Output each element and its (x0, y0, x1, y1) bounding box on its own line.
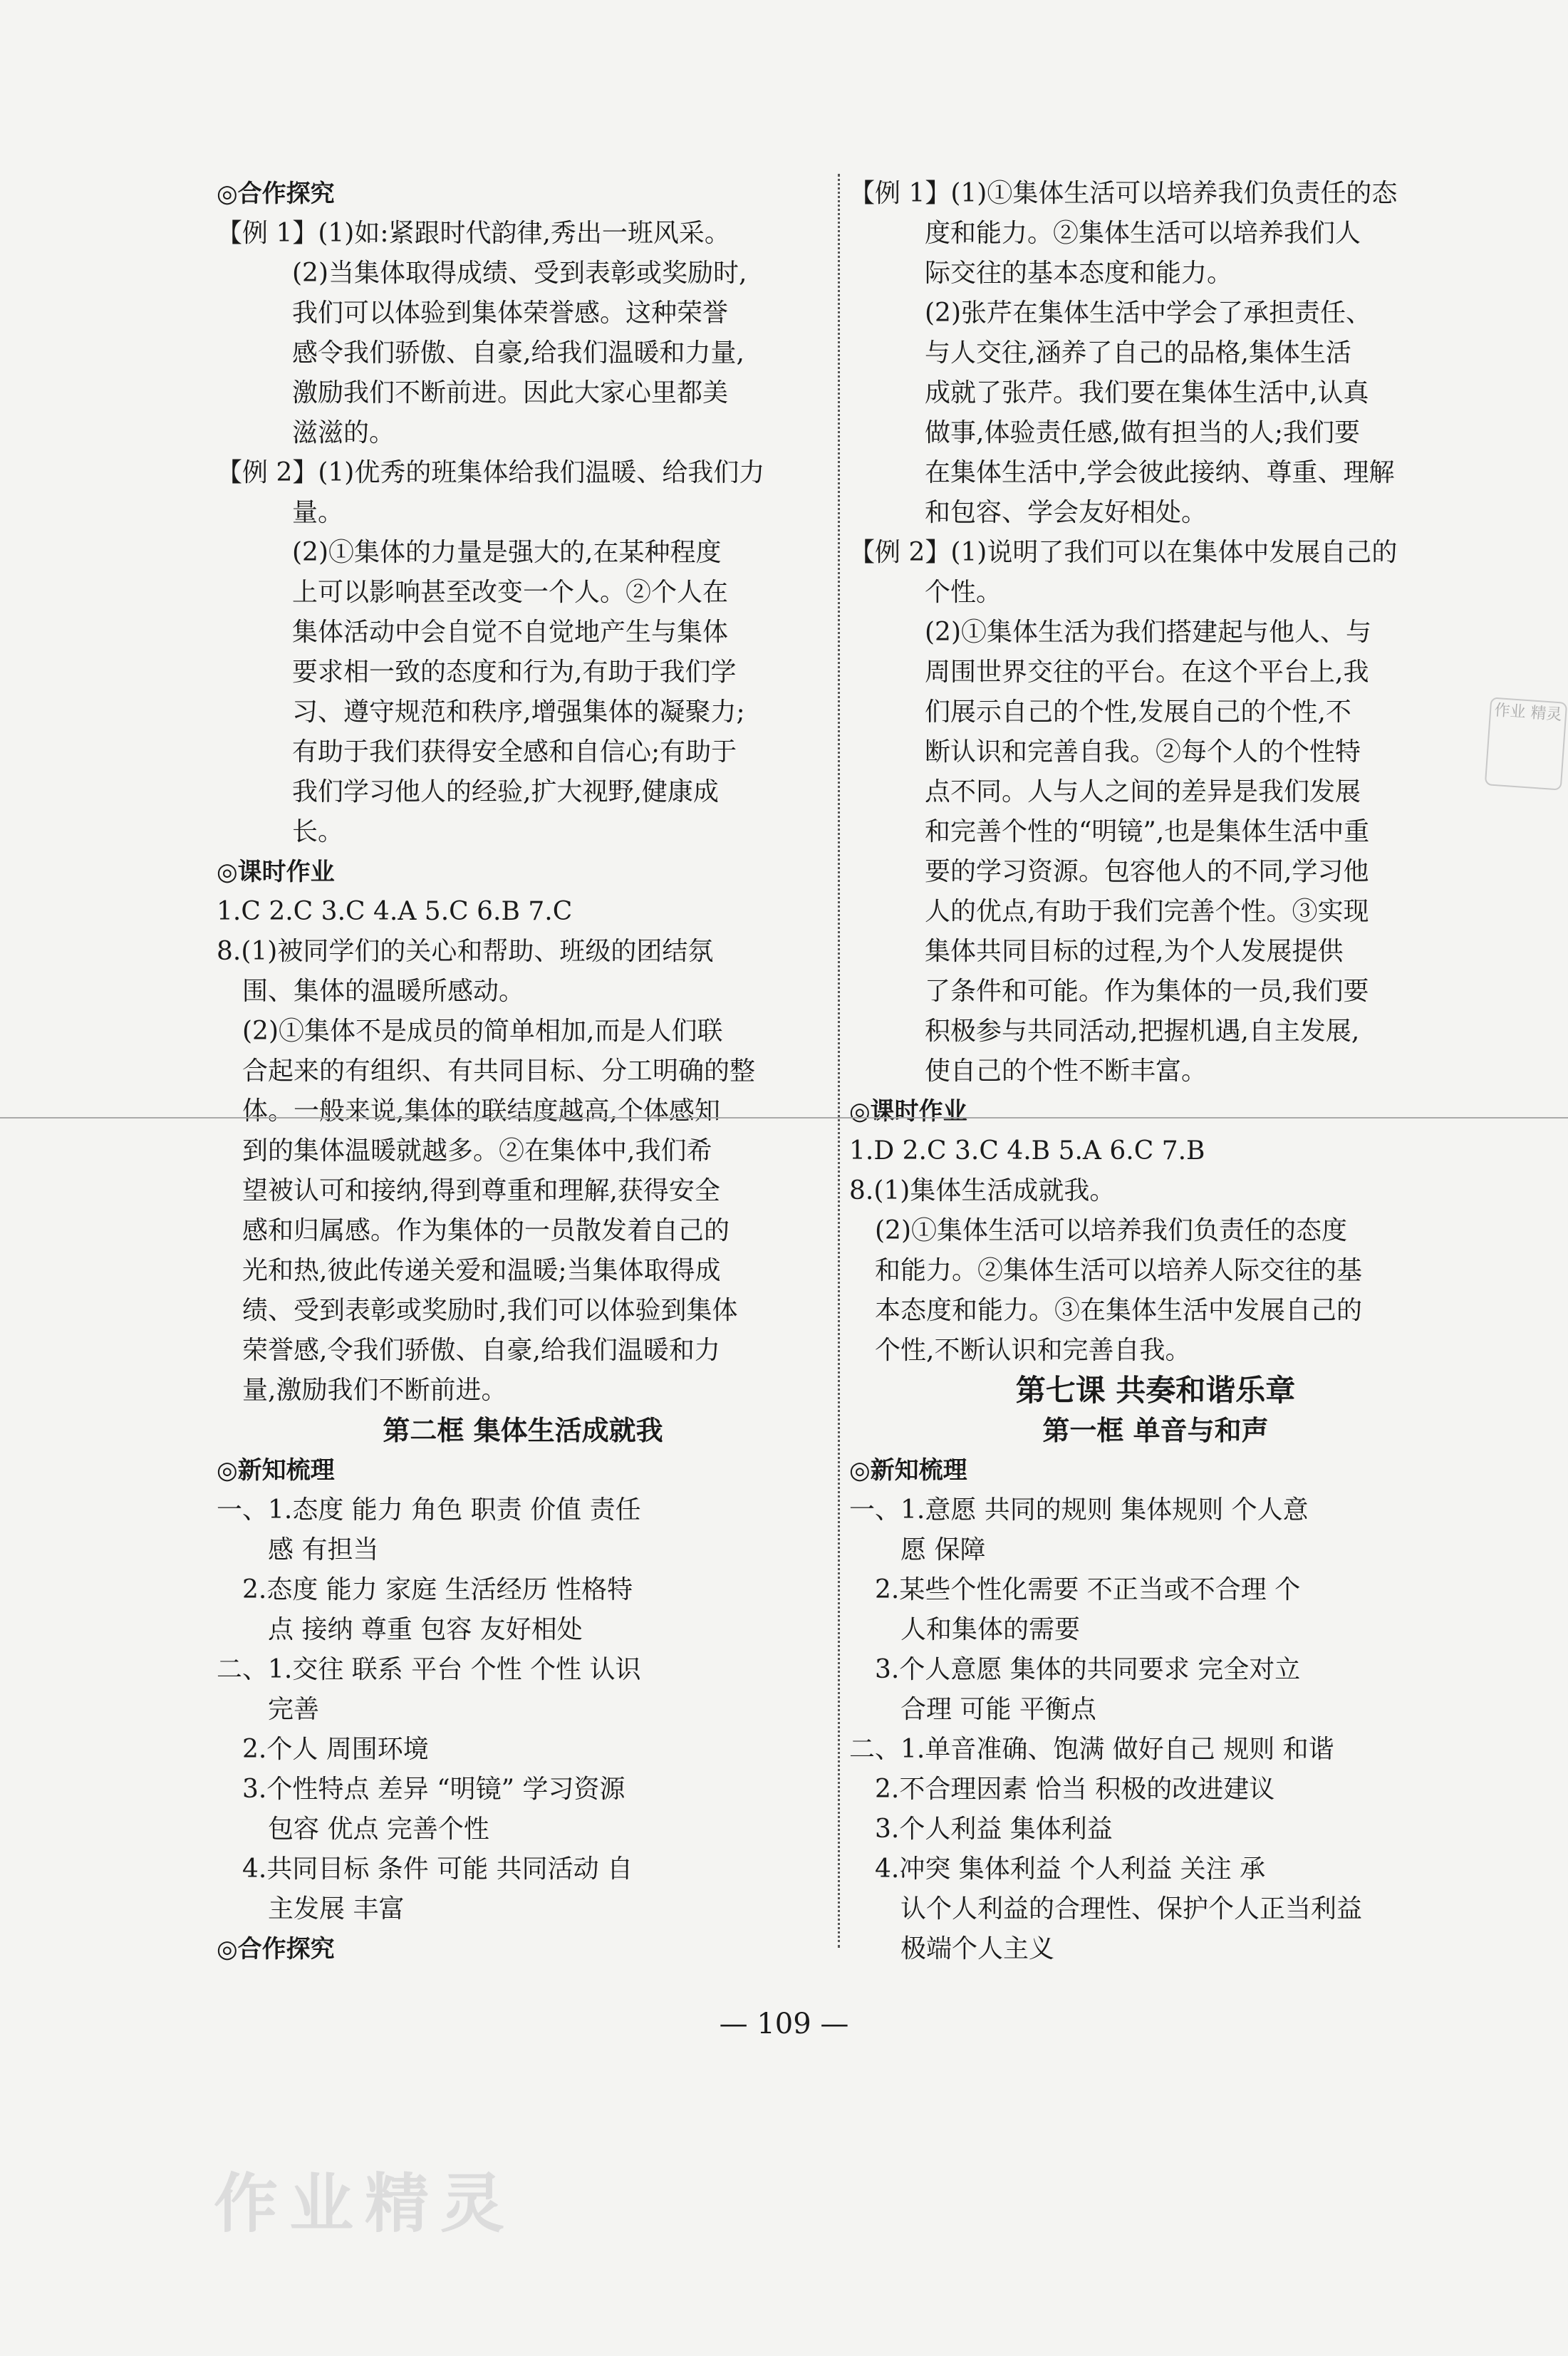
section-heading: ◎新知梳理 (849, 1456, 967, 1485)
text-line: 一、1.意愿 共同的规则 集体规则 个人意 (849, 1495, 1309, 1525)
lesson-title: 第七课 共奏和谐乐章 (1015, 1373, 1296, 1408)
text-line: 二、1.单音准确、饱满 做好自己 规则 和谐 (849, 1735, 1334, 1764)
watermark-stamp: 作业 精灵 (1485, 697, 1567, 790)
text-line: 周围世界交往的平台。在这个平台上,我 (925, 658, 1369, 687)
text-line: 绩、受到表彰或奖励时,我们可以体验到集体 (242, 1296, 738, 1325)
text-line: (2)张芹在集体生活中学会了承担责任、 (925, 299, 1371, 328)
text-line: 一、1.态度 能力 角色 职责 价值 责任 (217, 1495, 641, 1525)
left-column (217, 174, 829, 1969)
text-line: 感和归属感。作为集体的一员散发着自己的 (242, 1216, 730, 1245)
text-line: 3.个人意愿 集体的共同要求 完全对立 (875, 1655, 1301, 1684)
text-line: 1.C 2.C 3.C 4.A 5.C 6.B 7.C (217, 897, 573, 926)
text-line: 我们学习他人的经验,扩大视野,健康成 (292, 777, 719, 806)
text-line: 要求相一致的态度和行为,有助于我们学 (292, 658, 737, 687)
text-line: 断认识和完善自我。②每个人的个性特 (925, 737, 1361, 767)
text-line: 有助于我们获得安全感和自信心;有助于 (292, 737, 737, 767)
right-column (849, 174, 1462, 1969)
text-line: 二、1.交往 联系 平台 个性 个性 认识 (217, 1655, 641, 1684)
text-line: 点 接纳 尊重 包容 友好相处 (268, 1615, 583, 1644)
text-line: 【例 2】(1)优秀的班集体给我们温暖、给我们力 (217, 458, 765, 487)
text-line: 度和能力。②集体生活可以培养我们人 (925, 219, 1361, 248)
text-line: 和包容、学会友好相处。 (925, 498, 1208, 527)
watermark-logo: 作业精灵 (214, 2166, 516, 2241)
text-line: 包容 优点 完善个性 (268, 1815, 489, 1844)
section-heading: ◎新知梳理 (217, 1456, 335, 1485)
text-line: (2)①集体生活可以培养我们负责任的态度 (875, 1216, 1347, 1245)
text-line: 8.(1)集体生活成就我。 (849, 1176, 1116, 1205)
text-line: 【例 1】(1)①集体生活可以培养我们负责任的态 (849, 179, 1398, 208)
text-line: 2.不合理因素 恰当 积极的改进建议 (875, 1775, 1275, 1804)
text-line: 长。 (292, 817, 344, 846)
text-line: 荣誉感,令我们骄傲、自豪,给我们温暖和力 (242, 1336, 720, 1365)
text-line: 1.D 2.C 3.C 4.B 5.A 6.C 7.B (849, 1136, 1205, 1166)
text-line: 8.(1)被同学们的关心和帮助、班级的团结氛 (217, 937, 714, 966)
text-line: (2)①集体的力量是强大的,在某种程度 (292, 538, 722, 567)
text-line: 到的集体温暖就越多。②在集体中,我们希 (242, 1136, 712, 1166)
text-line: 和完善个性的“明镜”,也是集体生活中重 (925, 817, 1370, 846)
text-line: 2.某些个性化需要 不正当或不合理 个 (875, 1575, 1301, 1604)
text-line: 2.态度 能力 家庭 生活经历 性格特 (242, 1575, 633, 1604)
text-line: (2)当集体取得成绩、受到表彰或奖励时, (292, 259, 747, 288)
text-line: 人的优点,有助于我们完善个性。③实现 (925, 897, 1369, 926)
text-line: 滋滋的。 (292, 418, 395, 447)
text-line: 认个人利益的合理性、保护个人正当利益 (900, 1894, 1363, 1924)
text-line: 际交往的基本态度和能力。 (925, 259, 1233, 288)
text-line: 人和集体的需要 (900, 1615, 1081, 1644)
text-line: 做事,体验责任感,做有担当的人;我们要 (925, 418, 1361, 447)
text-line: 望被认可和接纳,得到尊重和理解,获得安全 (242, 1176, 720, 1205)
text-line: 体。一般来说,集体的联结度越高,个体感知 (242, 1096, 720, 1126)
text-line: 使自己的个性不断丰富。 (925, 1057, 1208, 1086)
text-line: 在集体生活中,学会彼此接纳、尊重、理解 (925, 458, 1395, 487)
text-line: 本态度和能力。③在集体生活中发展自己的 (875, 1296, 1363, 1325)
text-line: 上可以影响甚至改变一个人。②个人在 (292, 578, 729, 607)
text-line: 3.个性特点 差异 “明镜” 学习资源 (242, 1775, 625, 1804)
text-line: 完善 (268, 1695, 320, 1724)
text-line: 点不同。人与人之间的差异是我们发展 (925, 777, 1361, 806)
section-heading: ◎合作探究 (217, 1935, 335, 1963)
page-number: — 109 — (719, 2008, 849, 2040)
text-line: 激励我们不断前进。因此大家心里都美 (292, 378, 729, 408)
text-line: (2)①集体不是成员的简单相加,而是人们联 (242, 1017, 723, 1046)
text-line: 感令我们骄傲、自豪,给我们温暖和力量, (292, 338, 744, 368)
text-line: 【例 1】(1)如:紧跟时代韵律,秀出一班风采。 (217, 219, 730, 248)
text-line: 极端个人主义 (900, 1934, 1055, 1963)
text-line: 成就了张芹。我们要在集体生活中,认真 (925, 378, 1369, 408)
text-line: 个性。 (925, 578, 1002, 607)
page-fold-line (0, 1117, 1568, 1119)
text-line: 了条件和可能。作为集体的一员,我们要 (925, 977, 1369, 1006)
section-heading: ◎合作探究 (217, 180, 335, 208)
text-line: 光和热,彼此传递关爱和温暖;当集体取得成 (242, 1256, 721, 1285)
lesson-title: 第一框 单音与和声 (1042, 1415, 1269, 1446)
text-line: 集体活动中会自觉不自觉地产生与集体 (292, 618, 729, 647)
text-line: 量。 (292, 498, 344, 527)
section-heading: ◎课时作业 (217, 858, 335, 886)
text-line: 【例 2】(1)说明了我们可以在集体中发展自己的 (849, 538, 1398, 567)
text-line: 合起来的有组织、有共同目标、分工明确的整 (242, 1057, 756, 1086)
text-line: 们展示自己的个性,发展自己的个性,不 (925, 697, 1351, 727)
text-line: 合理 可能 平衡点 (900, 1695, 1096, 1724)
section-heading: ◎课时作业 (849, 1097, 967, 1126)
text-line: 4.冲突 集体利益 个人利益 关注 承 (875, 1854, 1266, 1884)
text-line: 与人交往,涵养了自己的品格,集体生活 (925, 338, 1351, 368)
text-line: 和能力。②集体生活可以培养人际交往的基 (875, 1256, 1363, 1285)
text-line: 4.共同目标 条件 可能 共同活动 自 (242, 1854, 633, 1884)
lesson-title: 第二框 集体生活成就我 (383, 1415, 663, 1446)
text-line: (2)①集体生活为我们搭建起与他人、与 (925, 618, 1371, 647)
text-line: 围、集体的温暖所感动。 (242, 977, 525, 1006)
text-line: 主发展 丰富 (268, 1894, 405, 1924)
text-line: 积极参与共同活动,把握机遇,自主发展, (925, 1017, 1360, 1046)
text-line: 个性,不断认识和完善自我。 (875, 1336, 1191, 1365)
text-line: 习、遵守规范和秩序,增强集体的凝聚力; (292, 697, 745, 727)
text-line: 感 有担当 (268, 1535, 379, 1564)
text-line: 集体共同目标的过程,为个人发展提供 (925, 937, 1344, 966)
text-line: 要的学习资源。包容他人的不同,学习他 (925, 857, 1369, 886)
column-divider (838, 174, 840, 1948)
text-line: 3.个人利益 集体利益 (875, 1815, 1113, 1844)
text-line: 我们可以体验到集体荣誉感。这种荣誉 (292, 299, 729, 328)
text-line: 量,激励我们不断前进。 (242, 1376, 507, 1405)
text-line: 2.个人 周围环境 (242, 1735, 429, 1764)
text-line: 愿 保障 (900, 1535, 986, 1564)
